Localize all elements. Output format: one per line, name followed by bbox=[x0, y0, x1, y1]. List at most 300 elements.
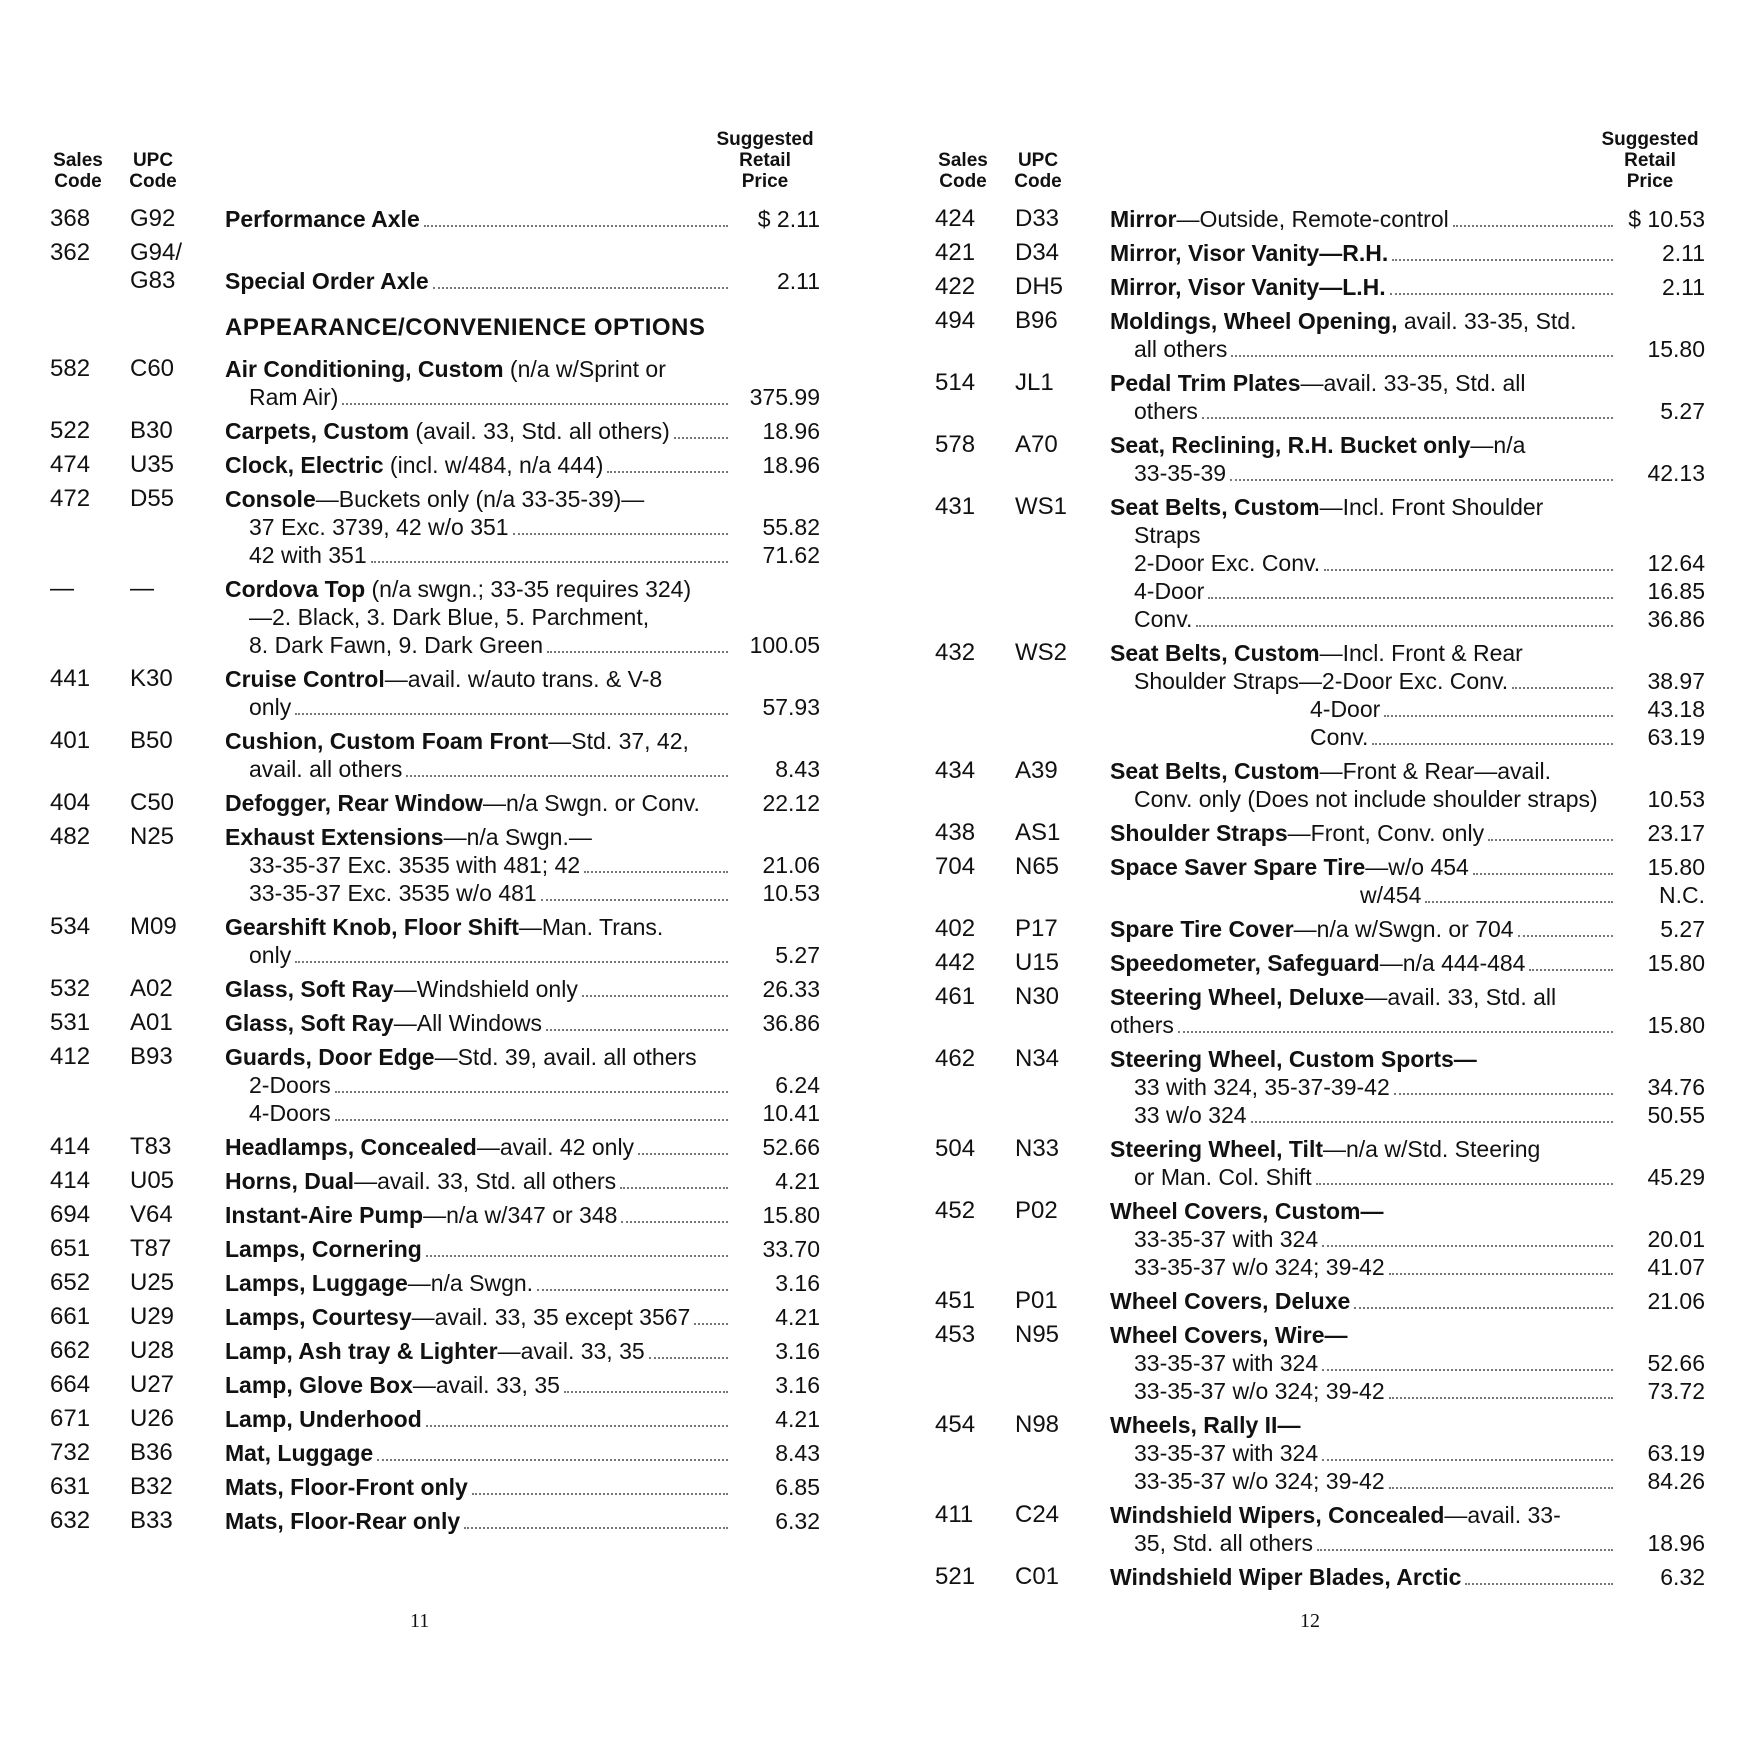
option-description bbox=[1110, 205, 1705, 233]
dot-leader bbox=[1202, 417, 1613, 419]
upc-code-header: UPC Code bbox=[129, 150, 177, 192]
sales-code: 454 bbox=[935, 1411, 976, 1438]
description-text bbox=[1110, 493, 1543, 521]
description-line bbox=[225, 513, 820, 541]
retail-price: 10.41 bbox=[762, 1100, 820, 1126]
option-detail: all others bbox=[1134, 336, 1228, 362]
option-name: Wheel Covers, Custom— bbox=[1110, 1198, 1384, 1224]
description-line bbox=[1110, 431, 1705, 459]
description-line bbox=[1110, 273, 1705, 301]
option-row bbox=[50, 789, 820, 817]
option-name: Windshield Wipers, Concealed bbox=[1110, 1502, 1445, 1528]
option-detail: —avail. 42 only bbox=[476, 1134, 635, 1160]
option-name: Seat, Reclining, R.H. Bucket only bbox=[1110, 432, 1471, 458]
option-detail: —All Windows bbox=[393, 1010, 542, 1036]
dot-leader bbox=[377, 1459, 728, 1461]
dot-leader bbox=[1392, 259, 1613, 261]
description-text bbox=[1110, 1321, 1348, 1349]
description-line bbox=[225, 789, 820, 817]
option-name: Performance Axle bbox=[225, 206, 420, 232]
option-detail: —Windshield only bbox=[393, 976, 578, 1002]
option-row bbox=[935, 1135, 1705, 1191]
option-name: Wheel Covers, Deluxe bbox=[1110, 1288, 1351, 1314]
description-text bbox=[1110, 949, 1525, 977]
retail-price: 15.80 bbox=[1647, 1012, 1705, 1038]
dot-leader bbox=[674, 437, 728, 439]
description-text bbox=[1110, 1045, 1477, 1073]
retail-price: 18.96 bbox=[762, 418, 820, 444]
dot-leader bbox=[1251, 1121, 1613, 1123]
description-text bbox=[225, 755, 402, 783]
description-line bbox=[225, 417, 820, 445]
option-detail: —Buckets only (n/a 33-35-39)— bbox=[315, 486, 645, 512]
retail-price: 3.16 bbox=[775, 1270, 820, 1296]
description-text bbox=[225, 1371, 560, 1399]
option-name: Spare Tire Cover bbox=[1110, 916, 1294, 942]
description-line bbox=[1110, 1225, 1705, 1253]
dot-leader bbox=[1488, 839, 1613, 841]
option-name: Instant-Aire Pump bbox=[225, 1202, 424, 1228]
option-name: Cruise Control bbox=[225, 666, 385, 692]
description-line bbox=[1110, 639, 1705, 667]
option-detail: —2. Black, 3. Dark Blue, 5. Parchment, bbox=[249, 604, 650, 630]
dot-leader bbox=[1473, 873, 1613, 875]
retail-price: 6.32 bbox=[775, 1508, 820, 1534]
option-description bbox=[1110, 493, 1705, 633]
option-description bbox=[1110, 1321, 1705, 1405]
retail-price: 26.33 bbox=[762, 976, 820, 1002]
option-name: Carpets, Custom bbox=[225, 418, 410, 444]
option-name: Horns, Dual bbox=[225, 1168, 355, 1194]
option-detail: only bbox=[249, 694, 292, 720]
option-detail: —n/a w/347 or 348 bbox=[423, 1202, 618, 1228]
description-text bbox=[225, 239, 231, 267]
description-line bbox=[225, 603, 820, 631]
option-description bbox=[225, 1439, 820, 1467]
sales-code: 461 bbox=[935, 983, 976, 1010]
dot-leader bbox=[342, 403, 728, 405]
dot-leader bbox=[335, 1119, 728, 1121]
option-detail: 33-35-37 with 324 bbox=[1134, 1350, 1319, 1376]
upc-code: C50 bbox=[130, 789, 175, 816]
description-text bbox=[1110, 853, 1469, 881]
retail-price: 15.80 bbox=[1647, 950, 1705, 976]
option-detail: 42 with 351 bbox=[249, 542, 367, 568]
upc-code: C24 bbox=[1015, 1501, 1060, 1528]
sales-code-header: Sales Code bbox=[53, 150, 103, 192]
upc-code: T83 bbox=[130, 1133, 172, 1160]
upc-code: B93 bbox=[130, 1043, 173, 1070]
description-line bbox=[225, 1303, 820, 1331]
page-number-left: 11 bbox=[410, 1610, 430, 1632]
sales-code: 671 bbox=[50, 1405, 91, 1432]
upc-code: C60 bbox=[130, 355, 175, 382]
suggested-retail-price-header: Suggested Retail Price bbox=[716, 129, 814, 192]
option-description bbox=[1110, 273, 1705, 301]
option-detail: 4-Door bbox=[1310, 696, 1381, 722]
option-detail: —n/a Swgn. or Conv. bbox=[482, 790, 700, 816]
description-line bbox=[1110, 1377, 1705, 1405]
dot-leader bbox=[472, 1493, 728, 1495]
description-text bbox=[225, 1167, 616, 1195]
option-description bbox=[225, 1269, 820, 1297]
dot-leader bbox=[1322, 1245, 1613, 1247]
description-text bbox=[225, 879, 537, 907]
option-detail: others bbox=[1110, 1012, 1174, 1038]
option-name: Lamps, Luggage bbox=[225, 1270, 408, 1296]
option-description bbox=[1110, 639, 1705, 751]
option-detail: —Man. Trans. bbox=[518, 914, 664, 940]
description-line bbox=[1110, 1349, 1705, 1377]
sales-code: 732 bbox=[50, 1439, 91, 1466]
description-line bbox=[1110, 369, 1705, 397]
sales-code: 504 bbox=[935, 1135, 976, 1162]
option-detail: Straps bbox=[1134, 522, 1201, 548]
option-name: Gearshift Knob, Floor Shift bbox=[225, 914, 519, 940]
option-detail: 4-Doors bbox=[249, 1100, 331, 1126]
sales-code: 401 bbox=[50, 727, 91, 754]
description-text bbox=[225, 513, 509, 541]
description-line bbox=[225, 693, 820, 721]
dot-leader bbox=[1453, 225, 1613, 227]
description-line bbox=[225, 1337, 820, 1365]
sales-code: 531 bbox=[50, 1009, 91, 1036]
retail-price: 50.55 bbox=[1647, 1102, 1705, 1128]
description-line bbox=[225, 665, 820, 693]
sales-code: 662 bbox=[50, 1337, 91, 1364]
description-line bbox=[1110, 853, 1705, 881]
dot-leader bbox=[1512, 687, 1613, 689]
upc-code: P02 bbox=[1015, 1197, 1058, 1224]
upc-code: B36 bbox=[130, 1439, 173, 1466]
upc-code: U15 bbox=[1015, 949, 1060, 976]
option-detail: 33-35-37 Exc. 3535 w/o 481 bbox=[249, 880, 537, 906]
option-detail: (avail. 33, Std. all others) bbox=[409, 418, 670, 444]
option-detail: 33-35-37 with 324 bbox=[1134, 1226, 1319, 1252]
description-text bbox=[1110, 1501, 1561, 1529]
retail-price: 41.07 bbox=[1647, 1254, 1705, 1280]
right-page bbox=[935, 0, 1705, 1751]
option-description bbox=[225, 789, 820, 817]
dot-leader bbox=[1231, 355, 1613, 357]
description-text bbox=[225, 851, 580, 879]
option-row bbox=[50, 1133, 820, 1161]
dot-leader bbox=[335, 1091, 728, 1093]
option-detail: —Incl. Front & Rear bbox=[1319, 640, 1523, 666]
option-row bbox=[935, 239, 1705, 267]
sales-code: 414 bbox=[50, 1133, 91, 1160]
description-line bbox=[225, 267, 820, 295]
description-text bbox=[1110, 1349, 1318, 1377]
sales-code: 521 bbox=[935, 1563, 976, 1590]
option-detail: 33-35-37 with 324 bbox=[1134, 1440, 1319, 1466]
option-row bbox=[935, 819, 1705, 847]
option-name: Guards, Door Edge bbox=[225, 1044, 435, 1070]
description-text bbox=[225, 541, 367, 569]
option-row bbox=[50, 1371, 820, 1399]
description-line bbox=[1110, 819, 1705, 847]
description-text bbox=[225, 1071, 331, 1099]
option-detail: (incl. w/484, n/a 444) bbox=[383, 452, 604, 478]
description-line bbox=[225, 1405, 820, 1433]
description-text bbox=[1110, 757, 1551, 785]
dot-leader bbox=[1196, 625, 1613, 627]
retail-price: 3.16 bbox=[775, 1338, 820, 1364]
description-line bbox=[1110, 1011, 1705, 1039]
sales-code: 412 bbox=[50, 1043, 91, 1070]
upc-code: U28 bbox=[130, 1337, 175, 1364]
description-text bbox=[225, 1337, 645, 1365]
upc-code: N33 bbox=[1015, 1135, 1060, 1162]
dot-leader bbox=[1390, 293, 1613, 295]
description-text bbox=[225, 1099, 331, 1127]
option-name: Lamp, Ash tray & Lighter bbox=[225, 1338, 498, 1364]
upc-code: JL1 bbox=[1015, 369, 1054, 396]
option-detail: —avail. 33- bbox=[1444, 1502, 1561, 1528]
option-description bbox=[225, 417, 820, 445]
description-text bbox=[225, 941, 291, 969]
option-name: Shoulder Straps bbox=[1110, 820, 1288, 846]
option-detail: 8. Dark Fawn, 9. Dark Green bbox=[249, 632, 543, 658]
description-line bbox=[225, 755, 820, 783]
description-text bbox=[225, 631, 543, 659]
description-text bbox=[1110, 369, 1526, 397]
description-text bbox=[1110, 549, 1320, 577]
description-line bbox=[1110, 949, 1705, 977]
option-description bbox=[225, 913, 820, 969]
option-detail: —avail. 33, 35 bbox=[412, 1372, 560, 1398]
option-detail: only bbox=[249, 942, 292, 968]
description-text bbox=[225, 913, 663, 941]
description-text bbox=[225, 485, 644, 513]
dot-leader bbox=[1425, 901, 1613, 903]
upc-code: U05 bbox=[130, 1167, 175, 1194]
retail-price: 42.13 bbox=[1647, 460, 1705, 486]
dot-leader bbox=[1518, 935, 1613, 937]
description-text bbox=[225, 383, 338, 411]
option-detail: w/454 bbox=[1360, 882, 1422, 908]
description-text bbox=[225, 355, 666, 383]
sales-code: 441 bbox=[50, 665, 91, 692]
sales-code: 414 bbox=[50, 1167, 91, 1194]
description-text bbox=[1110, 335, 1227, 363]
option-row bbox=[935, 639, 1705, 751]
dot-leader bbox=[1317, 1549, 1613, 1551]
retail-price: 21.06 bbox=[762, 852, 820, 878]
description-line bbox=[225, 1201, 820, 1229]
description-line bbox=[1110, 785, 1705, 813]
option-detail: —avail. w/auto trans. & V-8 bbox=[384, 666, 663, 692]
option-row bbox=[50, 575, 820, 659]
sales-code: 411 bbox=[935, 1501, 974, 1528]
description-text bbox=[1110, 1377, 1385, 1405]
description-line bbox=[225, 913, 820, 941]
dot-leader bbox=[433, 287, 728, 289]
upc-code: N98 bbox=[1015, 1411, 1060, 1438]
option-detail: 33-35-37 w/o 324; 39-42 bbox=[1134, 1378, 1385, 1404]
dot-leader bbox=[1316, 1183, 1613, 1185]
option-name: Wheel Covers, Wire— bbox=[1110, 1322, 1348, 1348]
dot-leader bbox=[1322, 1369, 1613, 1371]
dot-leader bbox=[1324, 569, 1613, 571]
option-detail: —avail. 33, Std. all bbox=[1364, 984, 1557, 1010]
retail-price: 73.72 bbox=[1647, 1378, 1705, 1404]
option-name: Seat Belts, Custom bbox=[1110, 758, 1320, 784]
description-text bbox=[225, 1201, 617, 1229]
description-text bbox=[225, 975, 578, 1003]
price-list-left bbox=[50, 205, 820, 1541]
sales-code: 438 bbox=[935, 819, 976, 846]
description-text bbox=[225, 1303, 690, 1331]
option-row bbox=[935, 205, 1705, 233]
option-detail: —Incl. Front Shoulder bbox=[1319, 494, 1544, 520]
option-row bbox=[50, 913, 820, 969]
option-row bbox=[50, 1507, 820, 1535]
retail-price: 2.11 bbox=[1661, 240, 1705, 266]
description-text bbox=[1110, 239, 1388, 267]
upc-code: N25 bbox=[130, 823, 175, 850]
description-line bbox=[225, 355, 820, 383]
sales-code: 534 bbox=[50, 913, 91, 940]
description-line bbox=[1110, 757, 1705, 785]
dot-leader bbox=[564, 1391, 728, 1393]
description-text bbox=[225, 575, 691, 603]
retail-price: 43.18 bbox=[1647, 696, 1705, 722]
sales-code: 632 bbox=[50, 1507, 91, 1534]
option-name: Air Conditioning, Custom bbox=[225, 356, 504, 382]
dot-leader bbox=[649, 1357, 728, 1359]
option-description bbox=[225, 823, 820, 907]
option-description bbox=[225, 1507, 820, 1535]
option-row bbox=[50, 417, 820, 445]
description-text bbox=[225, 727, 689, 755]
option-name: Headlamps, Concealed bbox=[225, 1134, 477, 1160]
dot-leader bbox=[584, 871, 728, 873]
sales-code: 694 bbox=[50, 1201, 91, 1228]
option-row bbox=[50, 1201, 820, 1229]
description-line bbox=[1110, 521, 1705, 549]
upc-code: G94/ G83 bbox=[130, 239, 183, 294]
option-description bbox=[225, 1473, 820, 1501]
retail-price: 6.85 bbox=[775, 1474, 820, 1500]
option-description bbox=[225, 575, 820, 659]
retail-price: 5.27 bbox=[1660, 916, 1705, 942]
option-description bbox=[1110, 1501, 1705, 1557]
option-name: Clock, Electric bbox=[225, 452, 384, 478]
description-text bbox=[1110, 1101, 1247, 1129]
option-detail: Conv. bbox=[1134, 606, 1193, 632]
description-text bbox=[225, 1009, 542, 1037]
sales-code: 431 bbox=[935, 493, 976, 520]
retail-price: 52.66 bbox=[1647, 1350, 1705, 1376]
option-row bbox=[935, 1287, 1705, 1315]
option-description bbox=[1110, 1563, 1705, 1591]
description-line bbox=[1110, 1073, 1705, 1101]
retail-price: 36.86 bbox=[1647, 606, 1705, 632]
description-line bbox=[225, 1133, 820, 1161]
option-name: Pedal Trim Plates bbox=[1110, 370, 1301, 396]
upc-code: V64 bbox=[130, 1201, 173, 1228]
retail-price: 6.24 bbox=[775, 1072, 820, 1098]
description-text bbox=[225, 267, 429, 295]
description-text bbox=[1110, 881, 1421, 909]
description-text bbox=[1110, 785, 1598, 813]
description-line bbox=[225, 1071, 820, 1099]
description-text bbox=[1110, 695, 1380, 723]
sales-code: 421 bbox=[935, 239, 976, 266]
retail-price: 16.85 bbox=[1647, 578, 1705, 604]
description-text bbox=[1110, 1439, 1318, 1467]
description-text bbox=[1110, 459, 1226, 487]
description-line bbox=[225, 575, 820, 603]
upc-code: D34 bbox=[1015, 239, 1060, 266]
option-description bbox=[1110, 949, 1705, 977]
dot-leader bbox=[620, 1187, 728, 1189]
description-line bbox=[1110, 1101, 1705, 1129]
option-row bbox=[50, 1009, 820, 1037]
description-text bbox=[1110, 915, 1514, 943]
option-description bbox=[1110, 307, 1705, 363]
option-row bbox=[935, 1501, 1705, 1557]
description-line bbox=[1110, 1411, 1705, 1439]
option-detail: others bbox=[1134, 398, 1198, 424]
description-text bbox=[1110, 1011, 1174, 1039]
description-line bbox=[1110, 307, 1705, 335]
description-text bbox=[1110, 307, 1577, 335]
sales-code: 422 bbox=[935, 273, 976, 300]
description-line bbox=[1110, 549, 1705, 577]
upc-code: N65 bbox=[1015, 853, 1060, 880]
option-row bbox=[50, 485, 820, 569]
option-row bbox=[935, 1197, 1705, 1281]
option-description bbox=[1110, 1197, 1705, 1281]
option-detail: —Std. 37, 42, bbox=[548, 728, 689, 754]
dot-leader bbox=[1465, 1583, 1613, 1585]
dot-leader bbox=[464, 1527, 728, 1529]
option-description bbox=[225, 1371, 820, 1399]
upc-code: A39 bbox=[1015, 757, 1058, 784]
upc-code: D55 bbox=[130, 485, 175, 512]
dot-leader bbox=[426, 1255, 728, 1257]
option-row bbox=[935, 493, 1705, 633]
retail-price: 10.53 bbox=[762, 880, 820, 906]
description-line bbox=[1110, 1045, 1705, 1073]
option-detail: Ram Air) bbox=[249, 384, 339, 410]
sales-code: 453 bbox=[935, 1321, 976, 1348]
description-text bbox=[1110, 1163, 1312, 1191]
dot-leader bbox=[1354, 1307, 1613, 1309]
option-detail: 33-35-39 bbox=[1134, 460, 1227, 486]
upc-code-header: UPC Code bbox=[1014, 150, 1062, 192]
option-row bbox=[50, 975, 820, 1003]
option-name: Space Saver Spare Tire bbox=[1110, 854, 1366, 880]
option-name: Mat, Luggage bbox=[225, 1440, 374, 1466]
option-detail: avail. 33-35, Std. bbox=[1397, 308, 1577, 334]
sales-code: 424 bbox=[935, 205, 976, 232]
option-description bbox=[225, 1303, 820, 1331]
sales-code: 651 bbox=[50, 1235, 91, 1262]
option-row bbox=[935, 853, 1705, 909]
section-heading bbox=[50, 313, 820, 343]
dot-leader bbox=[1230, 479, 1613, 481]
option-row bbox=[935, 431, 1705, 487]
option-detail: —n/a Swgn.— bbox=[443, 824, 592, 850]
description-text bbox=[1110, 819, 1484, 847]
option-row bbox=[50, 727, 820, 783]
option-detail: 35, Std. all others bbox=[1134, 1530, 1313, 1556]
option-detail: 4-Door bbox=[1134, 578, 1205, 604]
description-text bbox=[225, 1473, 468, 1501]
